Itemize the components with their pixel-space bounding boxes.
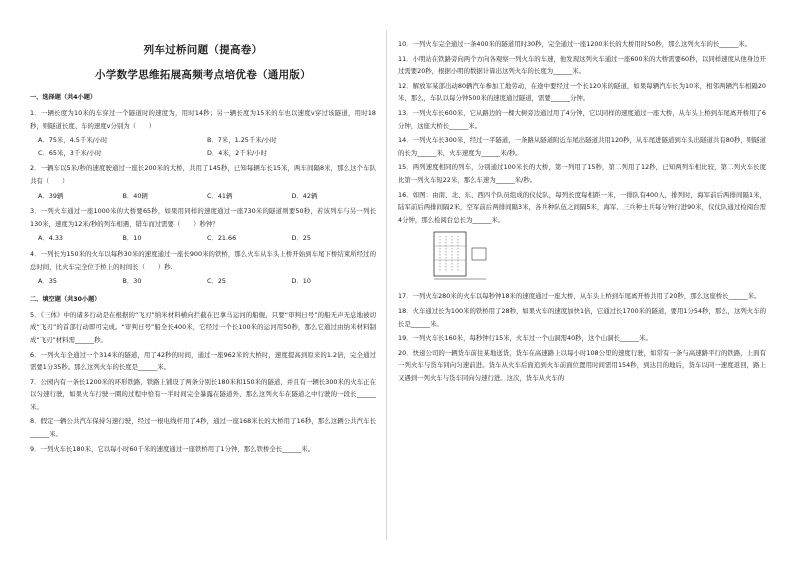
question-17: 17．一列火车280米的火车以每秒钟18米的速度通过一座大桥，从车头上桥到车尾离开桥共用了20秒，那么这座桥长______米。 [398, 292, 761, 301]
left-column [30, 38, 376, 457]
question-3: 3．一列火车通过一座1000米的大桥要65秒，如果用同样的速度通过一座730米的隧道则要50秒，若该列车与另一列长130米，速度为12米/秒的列车相遇，错车而过需要（ ）秒钟？ [30, 207, 376, 228]
option: D．10 [291, 277, 311, 286]
option: A．4.33 [38, 234, 63, 243]
question-18: 18．火车通过长为100米的铁桥用了28秒，如果火车的速度加快1倍，它通过长1700米的隧道，要用1分54秒，那么，这列火车的长是______米。 [398, 306, 766, 328]
formation-outline [434, 232, 466, 276]
right-column [398, 38, 766, 386]
question-2: 2．一辆车以5米/秒的速度驶通过一座长200米的大桥，共用了145秒，已知每辆车长15米，两车间隔8米，那么这个车队共有（ ） [30, 164, 376, 185]
question-12: 12．解放军某部出动80辆汽车参加工地劳动，在途中要经过一个长120米的隧道，如果每辆汽车长为10米，相邻两辆汽车相隔20米，那么，车队以每分钟500米的速度通过隧道，需要______分钟。 [398, 81, 766, 103]
question-7: 7．公园内有一条长1200米的环形铁路，铁路上铺设了两条分别长180米和150米的隧道，并且有一辆长300米的火车正在以匀速行驶，如果火车行驶一圈的过程中恰有一半时间完全暴露在隧道外，那么这列火车在隧道之中行驶的一段长______米。 [30, 377, 376, 411]
option: B．30 [122, 277, 142, 286]
question-3-options [30, 232, 376, 245]
option: B．40辆 [122, 191, 148, 200]
option: A．35 [38, 277, 57, 286]
question-10: 10．一列火车完全通过一条400米的隧道用时30秒，完全通过一座1200米长的大桥用时50秒，那么这列火车的长______米。 [398, 40, 752, 48]
question-16: 16．如图：由南、北、东、西四个队员组成的仪仗队，每列长度每相距一米，一排队有400人，排列时，海军前后两排间隔1米，陆军前后两排间隔2米，空军前后两排间隔3米，各兵种队伍之间隔5米，海军、三兵种士兵每分钟行进90米，仪仗队通过检阅台需4分钟，那么检阅台总长为______米。 [398, 190, 766, 224]
option: A．39辆 [38, 191, 64, 200]
option: B．7米，1.25千米/小时 [207, 136, 277, 145]
option: D．25 [291, 234, 311, 243]
option: D．4米，2千米/小时 [207, 148, 267, 157]
question-11: 11．小明站在铁路旁向两个方向各观察一列火车的车速，他发现这列火车通过一座600米的大桥需要60秒，以同样速度从他身边开过需要20秒，根据小明的数据计算出这列火车的长度为______米。 [398, 54, 766, 76]
question-1-options [30, 134, 376, 159]
option: C．25 [207, 277, 226, 286]
question-1: 1．一辆长度为10米的车穿过一个隧道时的速度为，用时14秒；另一辆长度为15米的车也以速度v穿过该隧道，用时18秒，则隧道长度、车的速度v分别为（ ） [30, 109, 376, 130]
parade-formation-figure [428, 230, 500, 282]
question-15: 15．两列速度相同的列车，分别通过100米长的大桥，第一列用了15秒，第二列用了12秒，已知两列车相比较，第二列火车长度比第一列火车短22米，那么车速为______米/秒。 [398, 163, 766, 184]
question-4: 4．一列长为150米的火车以每秒30米的速度通过一座长900米的铁桥，那么火车从车头上桥开始到车尾下桥结束所经过的总时间，比火车完全位于桥上的时间长（ ）秒. [30, 249, 376, 271]
option: C．65米，3千米/小时 [38, 148, 102, 157]
question-2-options [30, 190, 376, 203]
section-fill-heading: 二、填空题（共30小题） [30, 295, 101, 303]
option: C．21.66 [207, 234, 237, 243]
option: A．75米，4.5千米/小时 [38, 136, 108, 145]
section-choice-heading: 一、选择题（共4小题） [30, 94, 97, 101]
option: C．41辆 [207, 191, 233, 200]
page-title: 列车过桥问题（提高卷） [143, 44, 263, 56]
question-9: 9．一列火车长180米，它以每小时60千米的速度通过一座铁桥用了1分钟，那么铁桥全长______米。 [30, 444, 315, 453]
reviewing-stand [472, 248, 486, 260]
question-4-options [30, 275, 376, 288]
question-5: 5．《三体》中的诸多行动是在根据的“飞刃”纳米材料横向拦截在巴拿马运河的船舰，只要“审判日号”的船无声无息地被切成“飞刃”的首部行动即可完成。“审判日号”船全长400米，它经过一个长100米的运河用50秒，那么它通过由纳米材料制成“飞刃”材料需______秒。 [30, 310, 376, 344]
column-divider [386, 30, 387, 540]
page-subtitle: 小学数学思维拓展高频考点培优卷（通用版） [95, 69, 311, 81]
question-20: 20．快递公司的一辆货车前往某地送货，货车在高速路上以每小时108公里的速度行驶，如常有一条与高速路平行的铁路，上面有一列火车与货车同向匀速前进。货车从火车后面追到火车前面位置用时间需用154秒，到达目的地后，货车以同一速度返回，路上又遇到一列火车与货车同向匀速行进。这次，货车从火车的 [398, 348, 766, 382]
question-13: 13．一列火车长600米，它从路边的一棵大树旁边通过用了4分钟，它以同样的速度通过一座大桥，从车头上桥到车尾离开桥用了6分钟，这座大桥长______米。 [398, 108, 766, 130]
question-8: 8．假定一辆公共汽车保持匀速行驶，经过一根电线杆用了4秒，通过一座168米长的大桥用了16秒，那么这辆公共汽车长______米。 [30, 417, 376, 439]
question-14: 14．一列火车长300米，经过一平隧道，一条路从隧道附近车尾出隧道共用120秒，从车尾进隧道到车头出隧道共有80秒，则隧道的长为______米，火车速度为______米/秒。 [398, 136, 766, 157]
option: D．42辆 [291, 191, 318, 200]
formation-diagram [428, 230, 500, 282]
option: B．10 [122, 234, 142, 243]
question-6: 6．一列火车全通过一个314米的隧道，用了42秒的时间，通过一座962米的大桥时，速度提高到原来的1.2倍，完全通过需要1分35秒。那么这列火车的长度是______米。 [30, 350, 376, 372]
question-19: 19．一列火车长160米，每秒钟行15米，火车过一个山洞需40秒，这个山洞长______米。 [398, 334, 652, 343]
